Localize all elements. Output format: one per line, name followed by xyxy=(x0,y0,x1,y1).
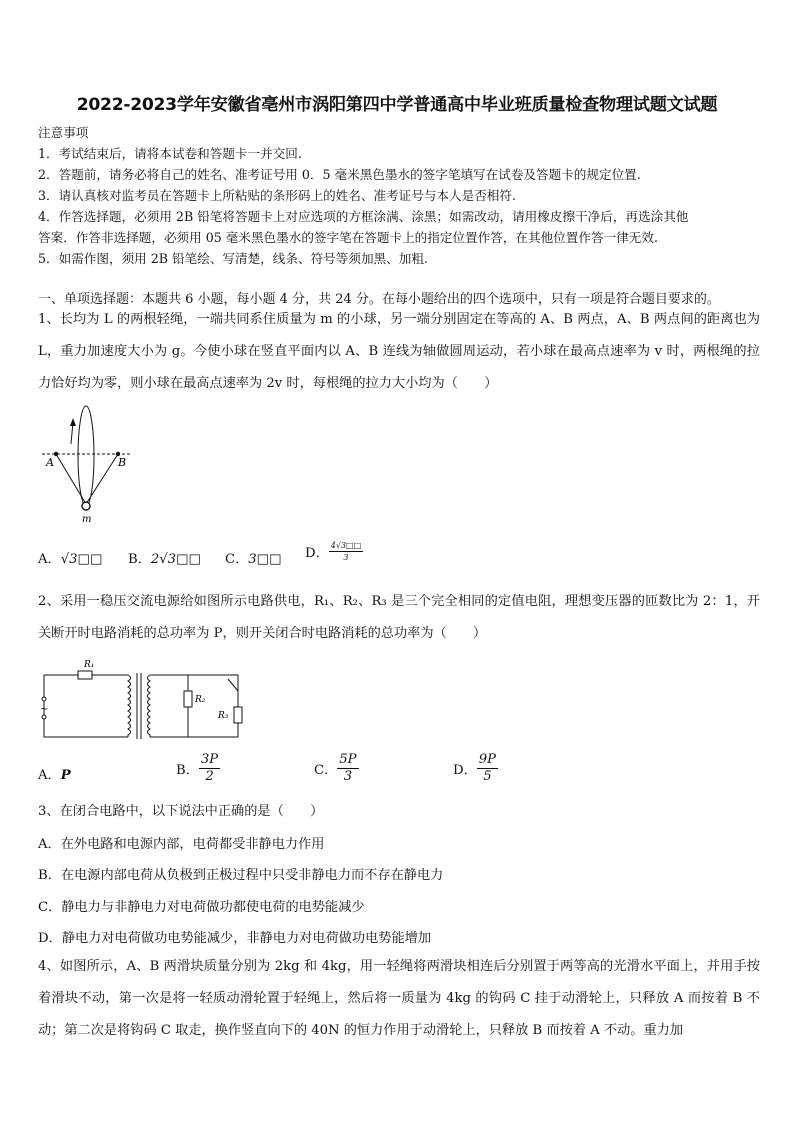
question-2-text: 2、采用一稳压交流电源给如图所示电路供电，R₁、R₂、R₃ 是三个完全相同的定值电阻，理想变压器的匝数比为 2：1，开关断开时电路消耗的总功率为 P，则开关闭合时电路消耗的总功率为（ ） xyxy=(38,594,760,641)
question-2-option-a[interactable]: A．P xyxy=(38,768,71,783)
question-3-option-c[interactable]: C．静电力与非静电力对电荷做功都使电荷的电势能减少 xyxy=(38,900,365,915)
notice-item: 1．考试结束后，请将本试卷和答题卡一并交回. xyxy=(38,146,302,161)
arrow-head-icon xyxy=(70,418,76,426)
resistor-r2 xyxy=(184,691,192,707)
label-r2: R₂ xyxy=(195,695,206,705)
section-heading: 一、单项选择题：本题共 6 小题，每小题 4 分，共 24 分。在每小题给出的四个选项中，只有一项是符合题目要求的。 xyxy=(38,292,720,307)
notice-item: 3．请认真核对监考员在答题卡上所粘贴的条形码上的姓名、准考证号与本人是否相符. xyxy=(38,188,516,203)
question-2-option-b[interactable]: B． $\frac{3P}{2}$ xyxy=(176,752,219,784)
ball-icon xyxy=(82,502,90,510)
question-1-text: 1、长均为 L 的两根轻绳，一端共同系住质量为 m 的小球，另一端分别固定在等高的 A、B 两点，A、B 两点间的距离也为 L，重力加速度大小为 g。今使小球在竖直平面内以 A、B 连线为轴做圆周运动，若小球在最高点速率为 v 时，两根绳的拉力恰好均为零，则小球在最高点速率为 2v 时，每根绳的拉力大小均为（ ） xyxy=(38,312,760,391)
question-2-circuit-figure xyxy=(38,655,248,745)
question-1-option-c[interactable]: C．3□□ xyxy=(225,552,282,567)
notice-item: 答案．作答非选择题，必须用 05 毫米黑色墨水的签字笔在答题卡上的指定位置作答，在其他位置作答一律无效. xyxy=(38,230,658,245)
question-2-option-c[interactable]: C． $\frac{5P}{3}$ xyxy=(314,752,357,784)
question-1-option-d[interactable]: D． $\frac{4√3□□}{3}$ xyxy=(305,541,362,562)
notice-item: 4．作答选择题，必须用 2B 铅笔将答题卡上对应选项的方框涂满、涂黑；如需改动，请用橡皮擦干净后，再选涂其他 xyxy=(38,209,689,224)
rope-a xyxy=(56,454,86,504)
question-3-option-d[interactable]: D．静电力对电荷做功电势能减少，非静电力对电荷做功电势能增加 xyxy=(38,931,432,946)
primary-coil xyxy=(128,675,131,737)
question-1-option-a[interactable]: A．√3□□ xyxy=(38,552,103,567)
question-1-figure xyxy=(38,400,138,525)
secondary-coil xyxy=(148,675,151,737)
label-b: B xyxy=(118,456,127,469)
label-a: A xyxy=(46,456,54,469)
label-m: m xyxy=(82,514,92,525)
notice-item: 5．如需作图，须用 2B 铅笔绘、写清楚，线条、符号等须加黑、加粗. xyxy=(38,251,428,266)
label-source: ~ xyxy=(40,704,49,715)
switch-icon xyxy=(228,679,238,691)
label-r1: R₁ xyxy=(84,660,95,670)
question-3-option-b[interactable]: B．在电源内部电荷从负极到正极过程中只受非静电力而不存在静电力 xyxy=(38,868,444,883)
question-2-option-d[interactable]: D． $\frac{9P}{5}$ xyxy=(453,752,497,784)
label-r3: R₃ xyxy=(218,711,229,721)
circular-path-ellipse xyxy=(78,406,94,506)
notice-item: 2．答题前，请务必将自己的姓名、准考证号用 0．5 毫米黑色墨水的签字笔填写在试卷及答题卡的规定位置. xyxy=(38,167,641,182)
question-3-text: 3、在闭合电路中，以下说法中正确的是（ ） xyxy=(38,804,324,819)
resistor-r1 xyxy=(78,671,92,679)
question-4-text: 4、如图所示，A、B 两滑块质量分别为 2kg 和 4kg，用一轻绳将两滑块相连后分别置于两等高的光滑水平面上，并用手按着滑块不动，第一次是将一轻质动滑轮置于轻绳上，然后将一质量为 4kg 的钩码 C 挂于动滑轮上，只释放 A 而按着 B 不动；第二次是将钩码 C 取走，换作竖直向下的 40N 的恒力作用于动滑轮上，只释放 B 而按着 A 不动。重力加 xyxy=(38,959,760,1038)
question-1-option-b[interactable]: B．2√3□□ xyxy=(128,552,201,567)
notice-heading: 注意事项 xyxy=(38,125,89,140)
page-title: 2022-2023学年安徽省亳州市涡阳第四中学普通高中毕业班质量检查物理试题文试题 xyxy=(76,95,718,115)
resistor-r3 xyxy=(234,707,242,723)
ac-source-icon xyxy=(42,697,46,701)
question-3-option-a[interactable]: A．在外电路和电源内部，电荷都受非静电力作用 xyxy=(38,837,325,852)
rope-b xyxy=(86,454,118,504)
